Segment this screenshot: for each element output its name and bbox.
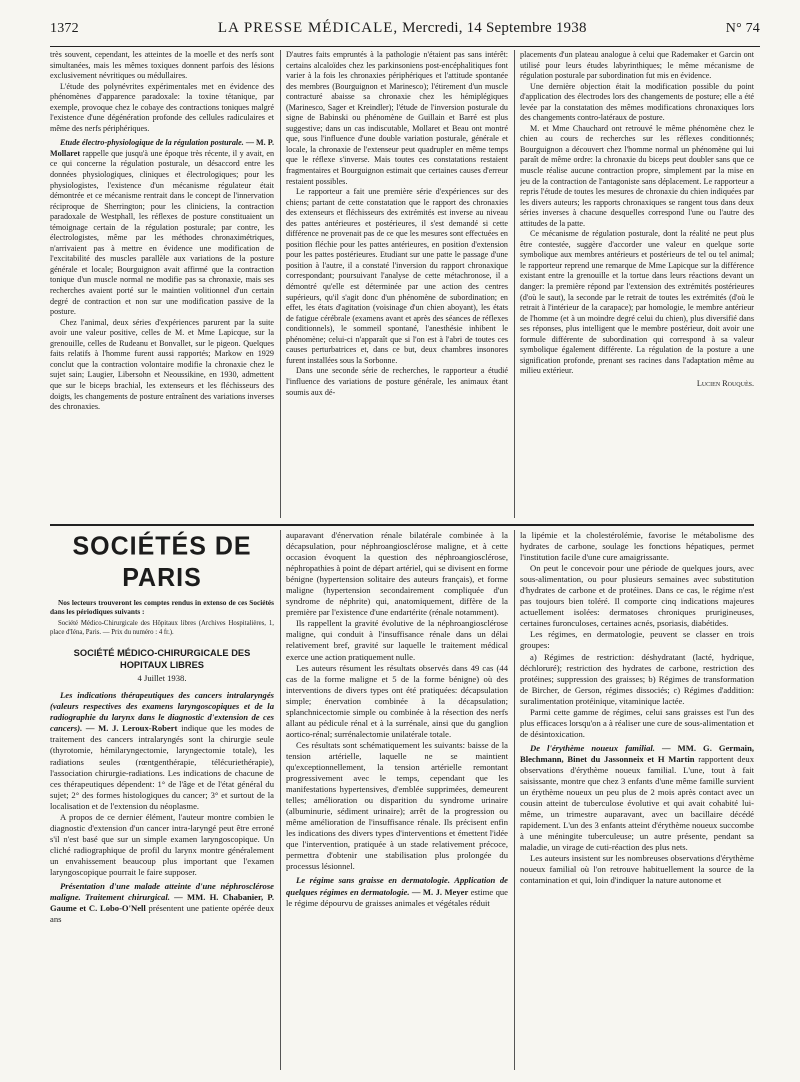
article-title: Etude électro-physiologique de la régulation posturale. (60, 138, 244, 148)
article-text: rappelle que jusqu'à une époque très récente, il y avait, en ce qui concerne la régulation posturale, un désaccord entre les données physiologiques, cliniques et électrologiques; pour les physiologistes, l'existence d'un mécanisme régulateur était démontrée et ce mécanisme rentrait dans le concept de l'innervation réciproque de Sherrington; pour les cliniciens, la contraction paradoxale de Westphall, les réflexes de posture constituaient un témoignage certain de la régulation posturale; par contre, les électrologistes, même par les méthodes chronaximétriques, n'arrivaient pas à mettre en évidence une modification de l'excitabilité des muscles parallèle aux variations de la posture générale et locale; Bourguignon avait affirmé que la contraction tonique d'un muscle normal ne modifie pas sa chronaxie, mais ses recherches avaient porté sur le maintien volitionnel d'un certain degré de contraction et non sur une modification passive de la posture. (50, 148, 274, 317)
running-head (50, 20, 760, 47)
issue-number: N° 74 (725, 21, 760, 36)
top-column-1 (50, 50, 274, 520)
paragraph: Ces résultats sont schématiquement les suivants: baisse de la tension artérielle, laquelle ne se maintient qu'exceptionnellement, la tension artérielle remontant progressivement avec le temps, cependant que les manifestations hypertensives, d'emblée supprimées, demeurent telles; amélioration ou disparition du syndrome urinaire (albuminurie, sédiment urinaire); arrêt de la progression ou même amélioration de l'insuffisance rénale. Ils précisent enfin les indications des divers types d'interventions et émettent l'idée que l'intervention, pratiquée à un stade relativement précoce, permettra d'obtenir une stabilisation plus prolongée du processus lésionnel. (286, 739, 508, 872)
article-title: Présentation d'une malade atteinte d'une néphrosclérose maligne. Traitement chirurgical. (50, 881, 274, 903)
society-title: SOCIÉTÉ MÉDICO-CHIRURGICALE DES HOPITAUX LIBRES (73, 648, 251, 671)
article-author: — M. P. Mollaret (50, 138, 274, 158)
article-text: présentent une patiente opérée deux ans (50, 903, 274, 925)
article-leroux-robert (50, 690, 274, 812)
top-column-3 (520, 50, 754, 520)
article-chabanier (50, 881, 274, 925)
paragraph: Dans une seconde série de recherches, le rapporteur a étudié l'influence des variations de posture générale, les animaux étant soumis aux dé- (286, 366, 508, 397)
paragraph: Chez l'animal, deux séries d'expériences parurent par la suite avoir une valeur positive, celles de M. et Mme Lapicque, sur la grenouille, celles de Rudeanu et Bonvallet, sur le pigeon. Quelques faits relatifs à l'homme furent aussi rapportés; Markow en 1929 conclut que la contraction volontaire modifie la chronaxie chez le sujet sain; Laugier, Libersohn et Neoussikine, en 1930, admettent que sur le biceps brachial, les extenseurs et les fléchisseurs des doigts, les changements de posture entraînent des variations inverses des chronaxies. (50, 317, 274, 412)
paragraph: Ils rappellent la gravité évolutive de la néphroangiosclérose maligne, qui conduit à l'insuffisance rénale dans un délai relativement bref, gravité sur laquelle le traitement médical exerce une action pratiquement nulle. (286, 618, 508, 662)
column-divider (514, 50, 515, 518)
paragraph: placements d'un plateau analogue à celui que Rademaker et Garcin ont utilisé pour leurs études labyrinthiques; le même mécanisme de régulation posturale par subordination fut mis en évidence. (520, 50, 754, 81)
article-author: — MM. H. Chabanier, P. Gaume et C. Lobo-O'Nell (50, 892, 274, 914)
bottom-column-2 (286, 530, 508, 1075)
paragraph: auparavant d'énervation rénale bilatérale combinée à la décapsulation, pour néphroangiosclérose maligne, et à cette occasion évoquent la question des néphroangiosclérose, néphropathies à point de départ artériel, qui se divisent en forme bénigne (hypertension solitaire des auteurs français), et forme maligne (hypertension secondairement compliquée d'un syndrome de néphrite) qui, anatomiquement, diffère de la première par l'existence d'une endartérite (rénale notamment). (286, 530, 508, 618)
article-germain (520, 743, 754, 853)
paragraph: Les auteurs résument les résultats observés dans 49 cas (44 cas de la forme maligne et 5 de la forme bénigne) où des interventions de divers types ont été pratiquées: décapsulation simple; énervation combinée à la décapsulation; splanchnicectomie simple ou combinée à la résection des nerfs allant au pédicule rénal et à la surrénale, ainsi que du ganglion aortico-rénal; surrénalectomie unilatérale totale. (286, 662, 508, 739)
paragraph: Le rapporteur a fait une première série d'expériences sur des chiens; partant de cette constatation que le rapport des chronaxies des extenseurs et fléchisseurs des extrémités est inverse au niveau des pattes antérieures et postérieures, il s'est demandé si cette différence ne provenait pas de ce que les mesures sont effectuées en position fléchie pour les pattes antérieures, en position d'extension pour les pattes postérieures. Etudiant sur une patte le passage d'une position à l'autre, il a constaté l'inversion du rapport chronaxique correspondant; poursuivant l'analyse de cette métachronose, il a démontré qu'elle est déterminée par une action des centres supérieurs, qu'il s'agit donc d'un phénomène de subordination; en effet, les états d'agitation (voisinage d'un chien aboyant), les états de fatigue cérébrale (examens avant et après des séances de réflexes conditionnels), le sommeil spontané, l'anesthésie inhibent le phénomène; celui-ci n'apparaît que si l'on est à l'abri de toutes ces causes perturbatrices et, dans ce but, deux chambres insonores furent installées sous la Sorbonne. (286, 187, 508, 365)
notice-periodicals: Société Médico-Chirurgicale des Hôpitaux libres (Archives Hospitalières, 1, place d'Iéna, Paris. — Prix du numéro : 4 fr.). (50, 620, 274, 636)
author-signature: Lucien Rouquès. (696, 378, 754, 388)
top-column-2 (286, 50, 508, 520)
paragraph: On peut le concevoir pour une période de quelques jours, avec sous-alimentation, ou pour plusieurs semaines avec substitution d'hydrates de carbone et de protéines. Dans ce cas, le régime n'est pas toujours bien toléré. Il comporte cinq indications majeures actuellement isolées: dermatoses chroniques prurigineuses, certaines furonculoses, certaines acnés, psoriasis, diabétides. (520, 563, 754, 629)
paragraph: la lipémie et la cholestérolémie, favorise le métabolisme des hydrates de carbone, soulage les fonctions hépatiques, permet l'institution facile d'une cure amaigrissante. (520, 530, 754, 563)
paragraph: a) Régimes de restriction: déshydratant (lacté, hydrique, déchloruré); restriction des hydrates de carbone, restriction des protéines; suppression des graisses; b) Régimes de transformation de Bircher, de Gerson, régimes dissociés; c) Régimes d'addition: suralimentation protéinique, vitaminique lactée. (520, 651, 754, 706)
notice: Nos lecteurs trouveront les comptes rendus in extenso de ces Sociétés dans les périodiques suivants : (50, 598, 274, 616)
article-text: indique que les modes de traitement des cancers intralaryngés sont la chirurgie seule (thyrotomie, hémilaryngectomie, laryngectomie totale), les radiations seules (rœntgenthérapie, télécuriethérapie), l'association chirurgie-radiations. Les indications de chacune de ces thérapeutiques dépendent: 1° de l'âge et de l'état général du sujet; 2° des formes histologiques du cancer; 3° et surtout de la localisation et de l'extension du néoplasme. (50, 723, 274, 811)
paragraph: M. et Mme Chauchard ont retrouvé le même phénomène chez le chien au cours de recherches sur les réflexes conditionnés; Bourguignon a découvert chez l'homme normal un phénomène qui lui paraît de même ordre: la chronaxie du biceps peut doubler sans que ce muscle réalise aucune contraction propre, simplement par la mise en jeu de la contraction de l'antagoniste sans déplacement. Le rapporteur a repris l'étude de toutes les mesures de chronaxie du chien indiquées par les divers auteurs; les rapports chronaxiques se rangent tous dans deux séries inverses à chacune desquelles correspond l'une ou l'autre des attitudes de la patte. (520, 123, 754, 228)
paragraph: Les auteurs insistent sur les nombreuses observations d'érythème noueux familial où l'on retrouve habituellement la source de la contamination et qui, loin d'indiquer la nature autonome et (520, 853, 754, 886)
article-text: rapportent deux observations d'érythème noueux familial. L'une, tout à fait saisissante, montre que chez 3 enfants d'une même famille survient un érythème noueux un peu plus de 2 mois après contact avec un cousin atteint de tuberculose évolutive et qui avait cohabité lui-même, un trimestre auparavant, avec un bacillaire décédé rapidement. L'un des 3 enfants atteint d'érythème noueux succombe à une méningite tuberculeuse; un autre présente, pendant sa maladie, un virage de cuti-réaction des plus nets. (520, 753, 754, 853)
paragraph: Une dernière objection était la modification possible du point d'application des électrodes lors des changements de posture; elle a été levée par la constatation des mêmes modifications chronaxiques lors des changements contro-latéraux de posture. (520, 81, 754, 123)
section-separator (50, 524, 754, 526)
bottom-column-3 (520, 530, 754, 1075)
paragraph: Ce mécanisme de régulation posturale, dont la réalité ne peut plus être contestée, suggère d'accorder une valeur en quelque sorte symbolique aux membres antérieurs et postérieurs de tel ou tel animal; le rapporteur reprend une remarque de Mme Lapicque sur la différence existant entre la grenouille et la tortue dans leurs réactions devant un danger: la première répond par l'extension des extrémités postérieures (d'où le saut), la seconde par le retrait de toutes les extrémités (d'où le retrait à l'intérieur de la carapace); par homologie, le membre antérieur de l'homme (et à un moindre degré celui du chien), plus diversifié dans ses réponses, plus intelligent que le membre postérieur, doit avoir une formule différente de subordination qui correspond à sa valeur symbolique également différente. La régulation de la posture a une signification profonde, prenant ses racines dans l'adaptation même au milieu extérieur. (520, 229, 754, 376)
column-divider (514, 530, 515, 1070)
article-mollaret (50, 138, 274, 317)
article-title: De l'érythème noueux familial. (530, 742, 655, 753)
paragraph: A propos de ce dernier élément, l'auteur montre combien le diagnostic d'extension d'un cancer intra-laryngé peut être erroné s'il n'est basé que sur un simple examen laryngoscopique. Un cliché radiographique de profil du larynx montre généralement un envahissement beaucoup plus important que l'examen laryngoscopique pourrait le faire supposer. (50, 811, 274, 877)
issue-date: Mercredi, 14 Septembre 1938 (402, 20, 587, 36)
paragraph: Parmi cette gamme de régimes, celui sans graisses est l'un des plus efficaces lorsqu'on a à réaliser une cure de sous-alimentation et de désintoxication. (520, 706, 754, 739)
section-title: SOCIÉTÉS DE PARIS (72, 531, 252, 593)
journal-name: LA PRESSE MÉDICALE, (217, 20, 399, 36)
article-author: — M. J. Meyer (411, 886, 469, 897)
article-title: Le régime sans graisse en dermatologie. Application de quelques régimes en dermatologie. (286, 875, 508, 897)
article-author: — M. J. Leroux-Robert (85, 723, 178, 734)
article-title: Les indications thérapeutiques des cancers intralaryngés (valeurs respectives des examens laryngoscopiques et de la radiographie du larynx dans le diagnostic d'extension de ces cancers). (50, 690, 274, 734)
paragraph: L'étude des polynévrites expérimentales met en évidence des phénomènes d'apparence paradoxale: la toxine tétanique, par exemple, provoque chez le cobaye des contractions toniques malgré l'existence d'une dégénération profonde des cellules radiculaires et même des nerfs périphériques. (50, 81, 274, 133)
article-meyer (286, 875, 508, 908)
paragraph: D'autres faits empruntés à la pathologie n'étaient pas sans intérêt: certains alcaloïdes chez les parkinsoniens post-encéphalitiques font varier à la fois les chronaxies périphériques et l'attitude spontanée des membres (Bourguignon et Marinesco); l'étirement d'un muscle contracturé abaisse sa chronaxie chez les hémiplégiques (Marinesco, Sager et Kreindler); l'étude de l'inversion posturale du signe de Babinski ou phénomène de Guillain et Barré est plus suggestive; dans un cas indiscutable, Mollaret et Beau ont montré que, sous l'influence d'une double variation posturale, générale et locale, la chronaxie de l'extenseur peut quadrupler en même temps que le réflexe s'inverse. Mais toutes ces constatations restaient fragmentaires et Bourguignon estimait que certaines causes d'erreur restaient possibles. (286, 50, 508, 186)
journal-title (218, 20, 587, 37)
column-divider (280, 530, 281, 1070)
page-number: 1372 (50, 21, 79, 36)
session-date: 4 Juillet 1938. (137, 673, 187, 684)
bottom-column-1 (50, 530, 274, 1075)
article-text: estime que le régime dépourvu de graisses animales et végétales réduit (286, 886, 508, 908)
column-divider (280, 50, 281, 518)
article-author: — MM. G. Germain, Blechmann, Binet du Jassonneix et H Martin (520, 742, 754, 764)
paragraph: très souvent, cependant, les atteintes de la moelle et des nerfs sont simultanées, mais les mêmes toxiques donnent parfois des lésions exclusivement névritiques ou médullaires. (50, 50, 274, 81)
paragraph: Les régimes, en dermatologie, peuvent se classer en trois groupes: (520, 629, 754, 651)
